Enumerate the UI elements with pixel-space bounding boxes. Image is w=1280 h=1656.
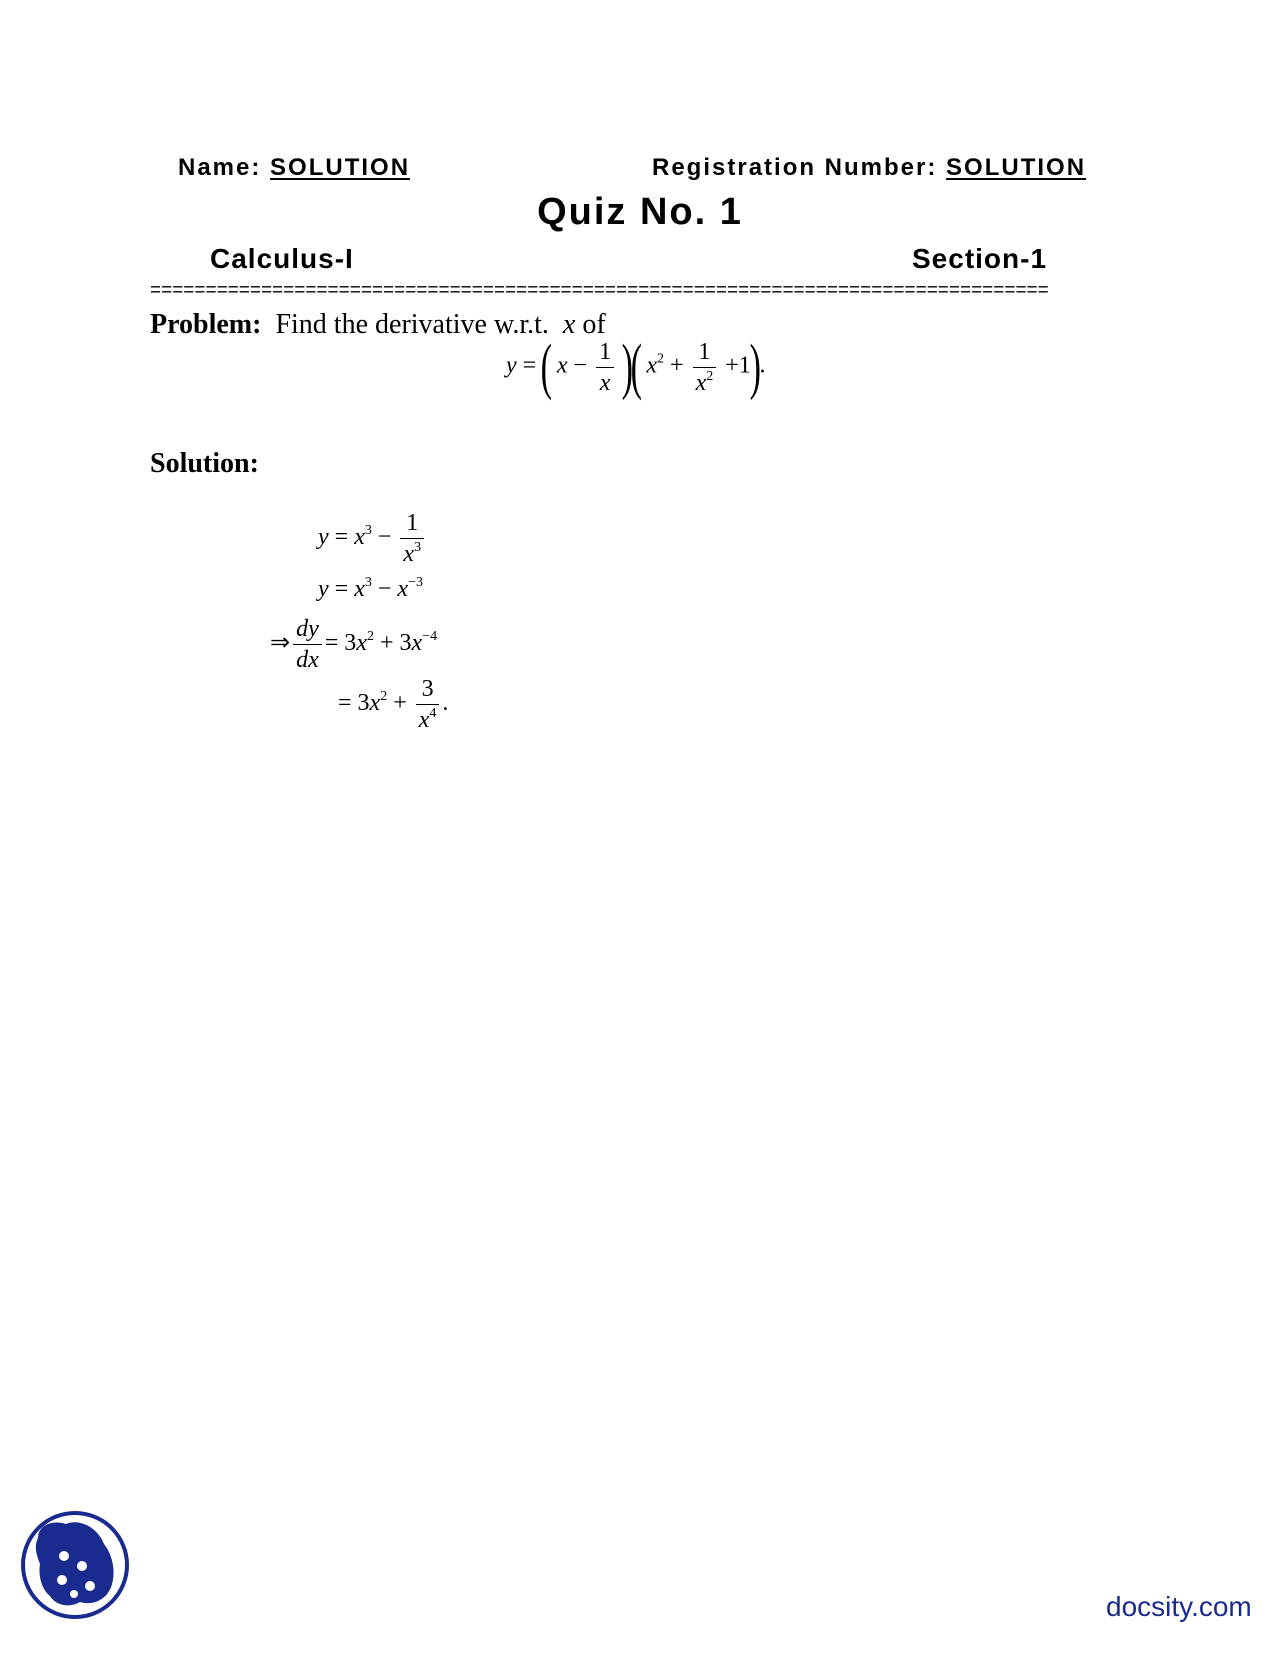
name-value: SOLUTION [270,154,411,181]
registration-line [652,154,1086,182]
problem-label: Problem: [150,309,262,340]
problem-text: Find the derivative w.r.t. [275,309,549,340]
course-name: Calculus-I [210,243,354,274]
separator-line: ================================================================================= [150,281,1049,300]
registration-value: SOLUTION [946,154,1087,181]
problem-equation: y = ( x − $\frac{1}{x}$ )( $x^2$ + $\frac{1}{x^2}$ +1). [506,333,766,401]
solution-step-4: = $3x^2$ + $\frac{3}{x^4}$ . [338,676,449,733]
docsity-logo-icon [20,1510,130,1620]
brand-link[interactable]: docsity.com [1106,1591,1252,1622]
section-name: Section-1 [912,243,1048,274]
problem-text-after: of [582,309,606,340]
solution-step-3: ⇒ $\frac{dy}{dx}$ = $3x^2 + 3x^{-4}$ [270,616,438,673]
registration-label: Registration Number: [652,154,938,181]
name-line [178,154,410,182]
solution-step-2: $y = x^3 - x^{-3}$ [318,575,423,602]
solution-label: Solution: [150,448,259,479]
problem-variable: x [562,309,576,340]
page-title: Quiz No. 1 [537,191,743,233]
name-label: Name: [178,154,262,181]
solution-step-1: $y = x^3$ − $\frac{1}{x^3}$ [318,508,427,569]
